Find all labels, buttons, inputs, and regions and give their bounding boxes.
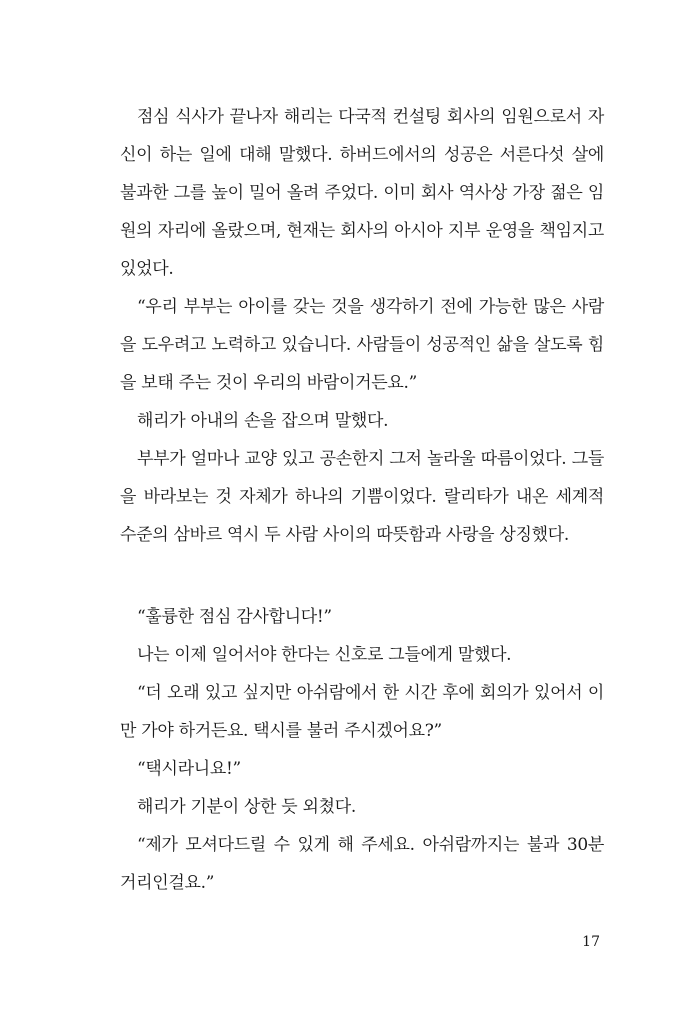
page-number: 17 <box>582 934 600 950</box>
paragraph: 나는 이제 일어서야 한다는 신호로 그들에게 말했다. <box>137 645 512 665</box>
paragraph: “택시라니요!” <box>137 759 241 779</box>
paragraph: 점심 식사가 끝나자 해리는 다국적 컨설팅 회사의 임원으로서 자신이 하는 일에 대해 말했다. 하버드에서의 성공은 서른다섯 살에 불과한 그를 높이 밀어 올려 주었다. 이미 회사 역사상 가장 젊은 임원의 자리에 올랐으며, 현재는 회사의 아시아 지부 운영을 책임지고 있었다. <box>120 107 604 279</box>
paragraph: 해리가 기분이 상한 듯 외쳤다. <box>137 797 356 817</box>
paragraph: “제가 모셔다드릴 수 있게 해 주세요. 아쉬람까지는 불과 30분 거리인걸요.” <box>120 835 604 893</box>
body-text <box>120 98 604 902</box>
section-break <box>120 554 604 598</box>
paragraph: 해리가 아내의 손을 잡으며 말했다. <box>137 411 389 431</box>
paragraph: 부부가 얼마나 교양 있고 공손한지 그저 놀라울 따름이었다. 그들을 바라보는 것 자체가 하나의 기쁨이었다. 랄리타가 내온 세계적 수준의 삼바르 역시 두 사람 사이의 따뜻함과 사랑을 상징했다. <box>120 449 604 545</box>
paragraph: “더 오래 있고 싶지만 아쉬람에서 한 시간 후에 회의가 있어서 이만 가야 하거든요. 택시를 불러 주시겠어요?” <box>120 683 604 741</box>
paragraph: “훌륭한 점심 감사합니다!” <box>137 607 332 627</box>
paragraph: “우리 부부는 아이를 갖는 것을 생각하기 전에 가능한 많은 사람을 도우려고 노력하고 있습니다. 사람들이 성공적인 삶을 살도록 힘을 보태 주는 것이 우리의 바람이거든요.” <box>120 297 604 393</box>
